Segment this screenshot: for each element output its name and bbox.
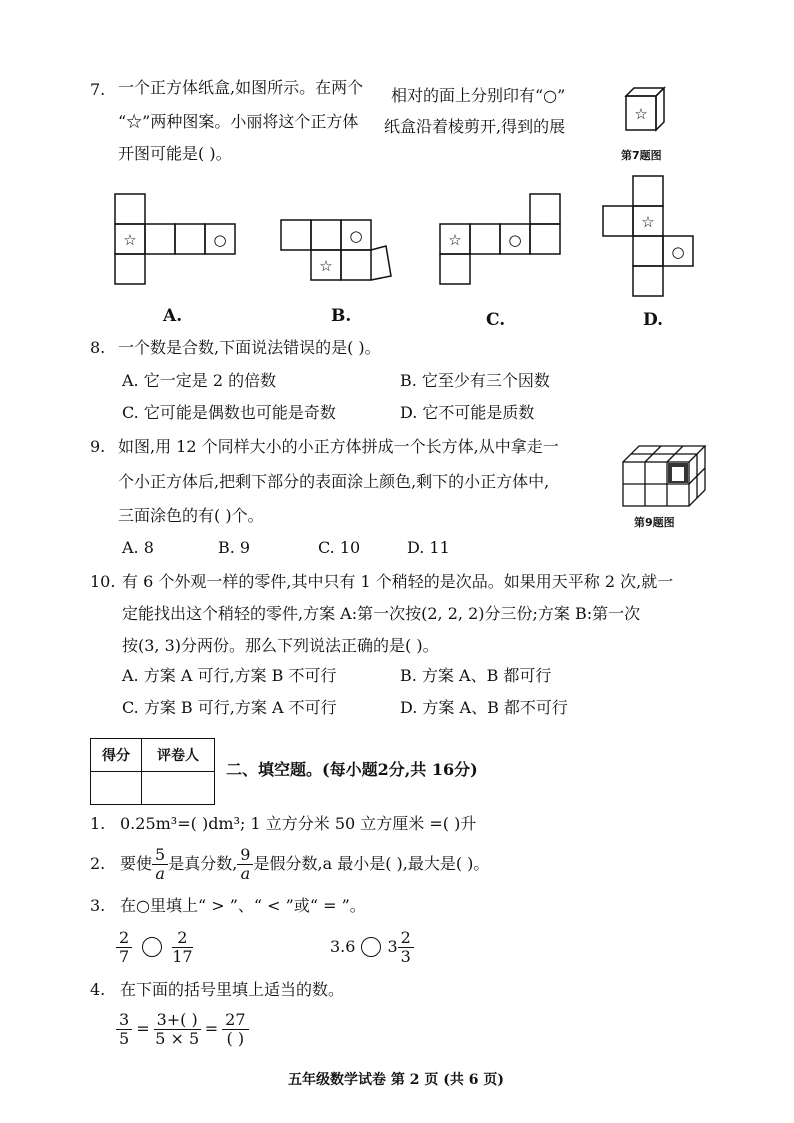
q7-number: 7. <box>90 80 106 99</box>
svg-text:☆: ☆ <box>641 213 655 231</box>
q9-number: 9. <box>90 437 106 456</box>
q7-net-b <box>278 218 398 288</box>
f3-right-fraction: $\frac{2}{17}$ <box>172 927 193 966</box>
f3-compare-2 <box>330 926 414 968</box>
q7-cube-star: ☆ <box>634 105 648 123</box>
f1-number: 1. <box>90 814 106 833</box>
f2-fraction-1: $\frac{5}{a}$ <box>152 846 168 883</box>
q10-line2: 定能找出这个稍轻的零件,方案 A:第一次按(2, 2, 2)分三份;方案 B:第一次 <box>122 604 641 623</box>
q7-cube-figure <box>620 84 670 134</box>
page-footer: 五年级数学试卷 第 2 页 (共 6 页) <box>288 1072 504 1088</box>
q8-option-d: D. 它不可能是质数 <box>400 403 535 422</box>
f2-mid2: 是假分数,a 最小是( ),最大是( )。 <box>253 854 490 873</box>
svg-text:☆: ☆ <box>319 257 333 275</box>
f3-compare-circle-1[interactable] <box>142 937 162 957</box>
f2-pre: 要使 <box>120 854 153 873</box>
f4-equation: $\frac{3}{5}$ = $\frac{3+( )}{5 \times 5}$ = $\frac{27}{( )}$ <box>116 1008 249 1050</box>
f4-frac-a: $\frac{3}{5}$ <box>116 1011 132 1048</box>
q7-option-b: B. <box>331 306 352 326</box>
f3-text: 在○里填上“ > ”、“ < ”或“ = ”。 <box>120 896 366 915</box>
f3-mixed-whole: 3 <box>387 937 398 956</box>
q7-option-a: A. <box>163 306 183 326</box>
q7-line1a: 一个正方体纸盒,如图所示。在两个 <box>118 78 364 97</box>
f3-left-fraction: $\frac{2}{7}$ <box>116 929 132 966</box>
q7-option-c: C. <box>486 310 506 330</box>
svg-text:○: ○ <box>349 227 363 245</box>
q7-line2b: 纸盒沿着棱剪开,得到的展 <box>384 117 566 136</box>
f2-number: 2. <box>90 854 106 873</box>
q7-figure-caption: 第7题图 <box>621 149 662 162</box>
q9-option-c: C. 10 <box>318 538 361 557</box>
q9-cuboid-figure <box>620 440 710 510</box>
q8-option-a: A. 它一定是 2 的倍数 <box>122 371 277 390</box>
f3-number: 3. <box>90 896 106 915</box>
q8-number: 8. <box>90 338 106 357</box>
q7-net-a <box>110 192 240 292</box>
q10-option-a: A. 方案 A 可行,方案 B 不可行 <box>122 666 337 685</box>
f4-number: 4. <box>90 980 106 999</box>
q8-stem: 一个数是合数,下面说法错误的是( )。 <box>118 338 381 357</box>
q7-option-d: D. <box>643 310 664 330</box>
q10-option-c: C. 方案 B 可行,方案 A 不可行 <box>122 698 337 717</box>
f2-mid1: 是真分数, <box>168 854 238 873</box>
q7-net-d <box>600 174 700 304</box>
q10-number: 10. <box>90 572 116 591</box>
svg-text:○: ○ <box>671 243 685 261</box>
q9-option-a: A. 8 <box>122 538 154 557</box>
q7-net-c <box>437 192 567 292</box>
score-cell[interactable] <box>91 772 142 805</box>
f2-row <box>120 843 489 885</box>
q9-option-d: D. 11 <box>407 538 450 557</box>
grader-cell[interactable] <box>142 772 215 805</box>
q9-figure-caption: 第9题图 <box>634 516 675 529</box>
q10-option-d: D. 方案 A、B 都不可行 <box>400 698 568 717</box>
q10-option-b: B. 方案 A、B 都可行 <box>400 666 552 685</box>
score-label: 得分 <box>91 739 142 772</box>
q9-line3: 三面涂色的有( )个。 <box>118 506 264 525</box>
q10-line1: 有 6 个外观一样的零件,其中只有 1 个稍轻的是次品。如果用天平称 2 次,就一 <box>122 572 674 591</box>
svg-text:☆: ☆ <box>123 231 137 249</box>
q8-option-b: B. 它至少有三个因数 <box>400 371 550 390</box>
grader-label: 评卷人 <box>142 739 215 772</box>
f3-compare-1 <box>116 926 193 968</box>
svg-text:☆: ☆ <box>448 231 462 249</box>
svg-text:○: ○ <box>213 231 227 249</box>
svg-text:○: ○ <box>508 231 522 249</box>
q9-option-b: B. 9 <box>218 538 251 557</box>
score-table <box>90 738 215 805</box>
f1-text: 0.25m³=( )dm³; 1 立方分米 50 立方厘米 =( )升 <box>120 814 477 833</box>
q7-line1b: 相对的面上分别印有“○” <box>391 86 566 105</box>
q9-line2: 个小正方体后,把剩下部分的表面涂上颜色,剩下的小正方体中, <box>118 472 550 491</box>
q10-line3: 按(3, 3)分两份。那么下列说法正确的是( )。 <box>122 636 439 655</box>
f4-text: 在下面的括号里填上适当的数。 <box>120 980 345 999</box>
f3-mixed-fraction: $\frac{2}{3}$ <box>398 929 414 966</box>
q7-line2a: “☆”两种图案。小丽将这个正方体 <box>118 112 359 131</box>
q8-option-c: C. 它可能是偶数也可能是奇数 <box>122 403 336 422</box>
section2-title: 二、填空题。(每小题2分,共 16分) <box>226 760 478 779</box>
q9-line1: 如图,用 12 个同样大小的小正方体拼成一个长方体,从中拿走一 <box>118 437 559 456</box>
f4-frac-b[interactable]: $\frac{3+( )}{5 \times 5}$ <box>155 1009 200 1048</box>
q7-line3: 开图可能是( )。 <box>118 144 232 163</box>
f2-fraction-2: $\frac{9}{a}$ <box>237 846 253 883</box>
f4-frac-c[interactable]: $\frac{27}{( )}$ <box>222 1011 248 1048</box>
f3-compare-circle-2[interactable] <box>361 937 381 957</box>
f3-decimal: 3.6 <box>330 937 356 956</box>
